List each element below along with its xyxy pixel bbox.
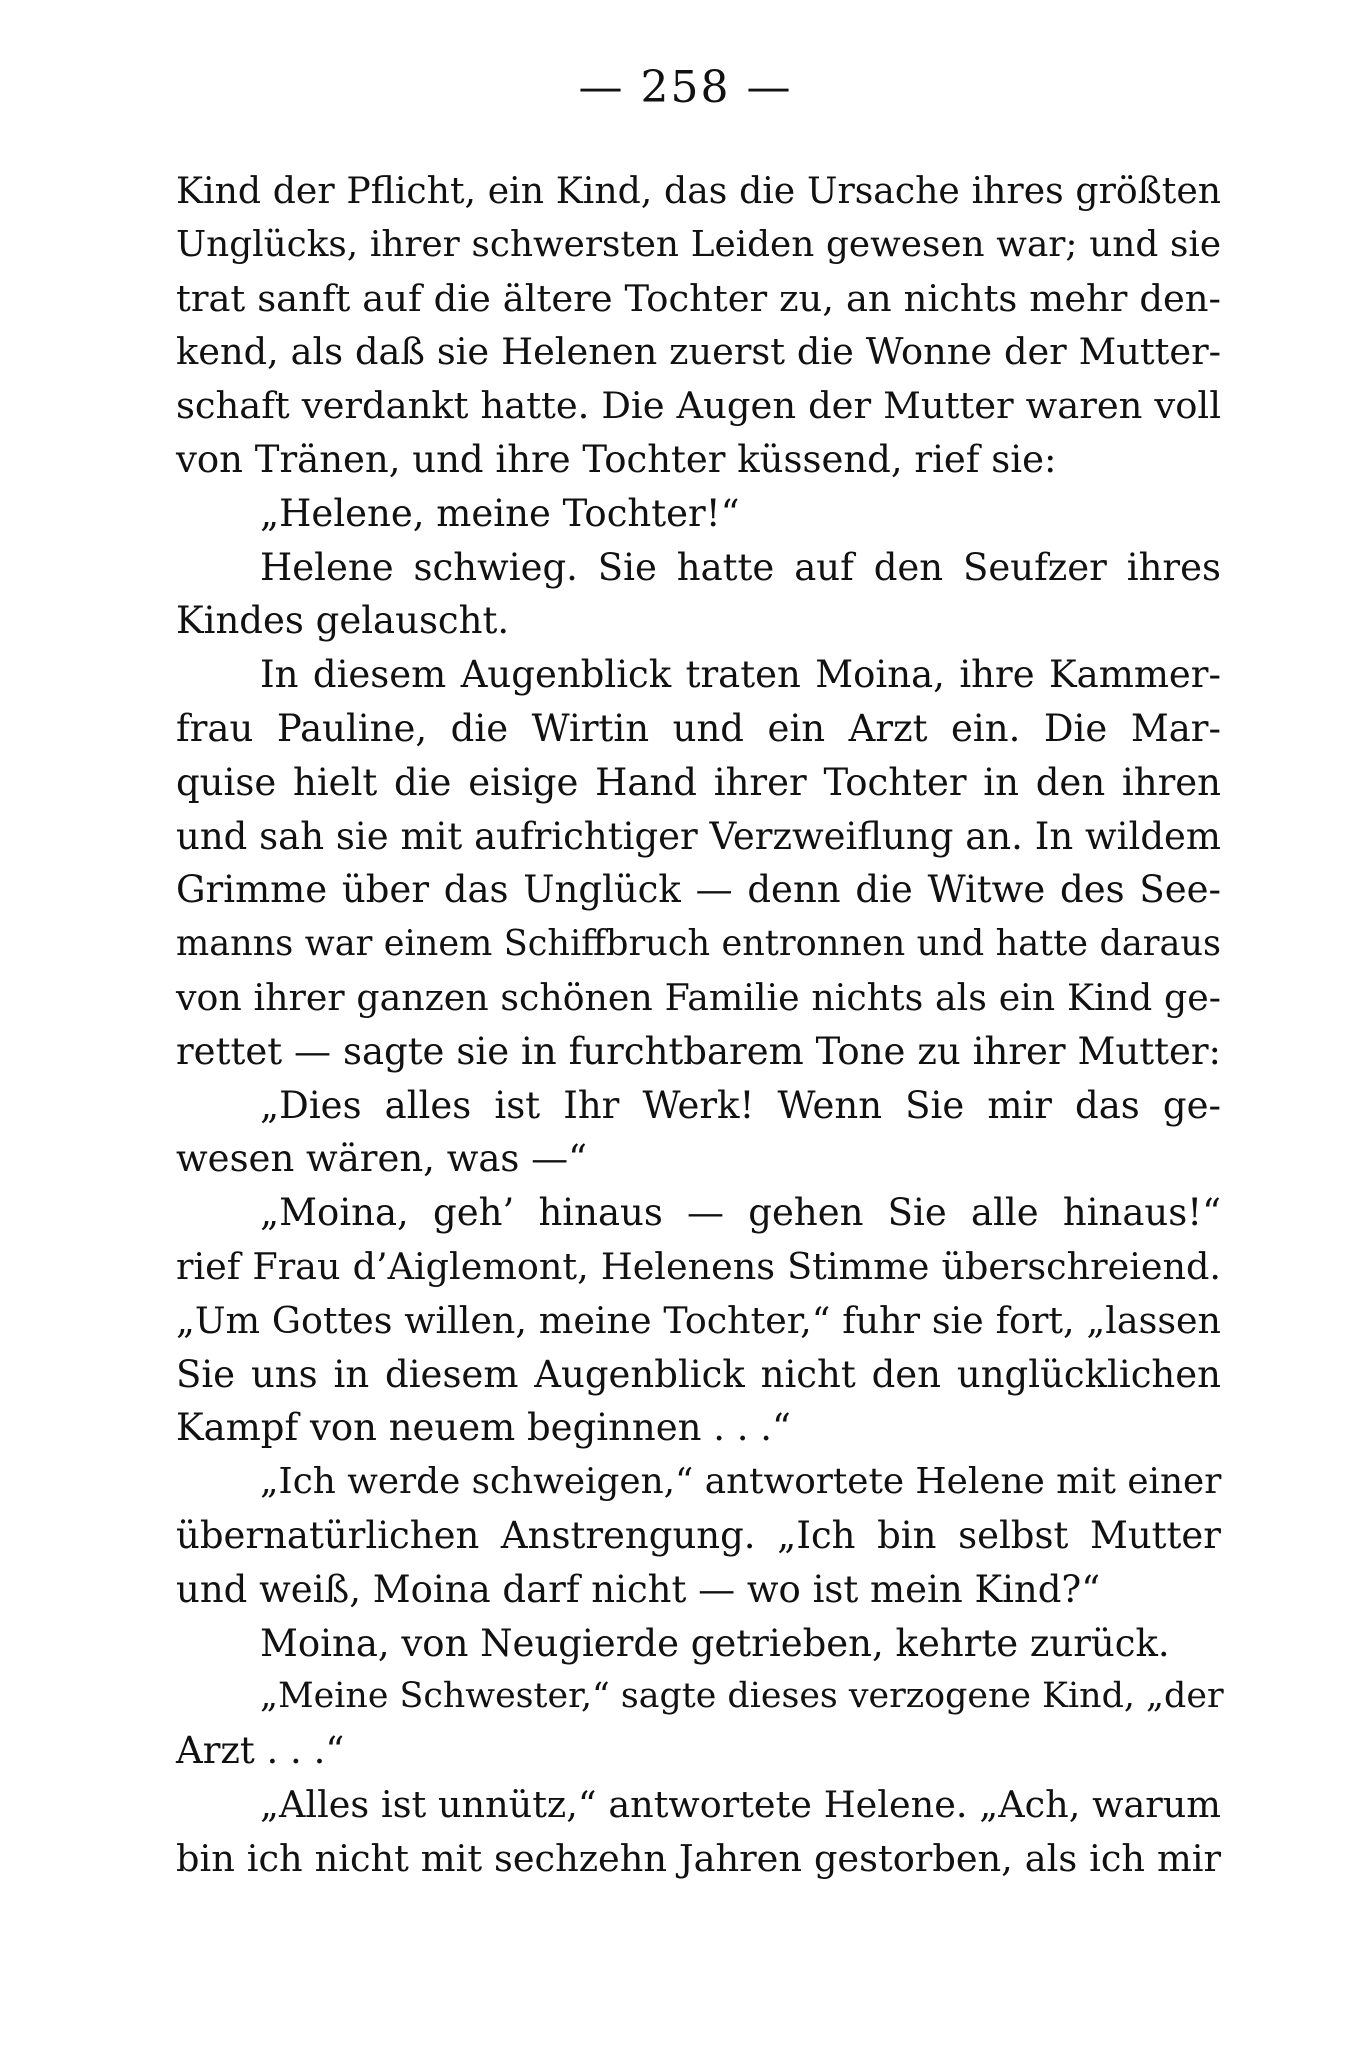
text-line: manns war einem Schiffbruch entronnen und hatte daraus: [176, 923, 1221, 965]
text-line: In diesem Augenblick traten Moina, ihre Kammer-: [260, 653, 1221, 697]
text-line: „Alles ist unnütz,“ antwortete Helene. „Ach, warum: [260, 1782, 1221, 1826]
text-line: „Um Gottes willen, meine Tochter,“ fuhr sie fort, „lassen: [176, 1298, 1221, 1342]
text-line: quise hielt die eisige Hand ihrer Tochter in den ihren: [176, 760, 1221, 804]
text-line: von ihrer ganzen schönen Familie nichts als ein Kind ge-: [176, 975, 1221, 1019]
text-line: „Meine Schwester,“ sagte dieses verzogene Kind, „der: [260, 1676, 1224, 1717]
text-line: Unglücks, ihrer schwersten Leiden gewesen war; und sie: [176, 223, 1221, 265]
text-line: kend, als daß sie Helenen zuerst die Wonne der Mutter-: [176, 330, 1221, 374]
text-line: wesen wären, was —“: [176, 1137, 588, 1181]
text-line: Helene schwieg. Sie hatte auf den Seufzer ihres: [260, 545, 1221, 589]
text-line: Grimme über das Unglück — denn die Witwe des See-: [176, 868, 1221, 912]
text-line: Kampf von neuem beginnen . . .“: [176, 1406, 791, 1450]
text-line: schaft verdankt hatte. Die Augen der Mutter waren voll: [176, 384, 1221, 428]
text-line: Moina, von Neugierde getrieben, kehrte zurück.: [260, 1621, 1170, 1665]
page-number: — 258 —: [578, 62, 793, 113]
text-line: Kindes gelauscht.: [176, 599, 510, 643]
text-line: und sah sie mit aufrichtiger Verzweiflung an. In wildem: [176, 814, 1221, 858]
text-line: trat sanft auf die ältere Tochter zu, an nichts mehr den-: [176, 276, 1221, 320]
text-line: frau Pauline, die Wirtin und ein Arzt ein. Die Mar-: [176, 706, 1221, 750]
text-line: „Dies alles ist Ihr Werk! Wenn Sie mir das ge-: [260, 1083, 1221, 1127]
text-line: Arzt . . .“: [176, 1729, 345, 1773]
text-line: „Helene, meine Tochter!“: [260, 491, 740, 535]
text-line: Kind der Pflicht, ein Kind, das die Ursache ihres größten: [176, 169, 1221, 212]
text-line: und weiß, Moina darf nicht — wo ist mein Kind?“: [176, 1567, 1101, 1611]
text-line: übernatürlichen Anstrengung. „Ich bin selbst Mutter: [176, 1513, 1221, 1557]
text-line: „Ich werde schweigen,“ antwortete Helene mit einer: [260, 1461, 1222, 1503]
text-line: bin ich nicht mit sechzehn Jahren gestorben, als ich mir: [176, 1836, 1221, 1880]
text-line: von Tränen, und ihre Tochter küssend, rief sie:: [176, 437, 1057, 481]
text-line: Sie uns in diesem Augenblick nicht den unglücklichen: [176, 1352, 1221, 1396]
body-text: [176, 164, 1224, 1886]
text-line: „Moina, geh’ hinaus — gehen Sie alle hinaus!“: [260, 1191, 1221, 1235]
text-line: rief Frau d’Aiglemont, Helenens Stimme überschreiend.: [176, 1244, 1221, 1288]
text-line: rettet — sagte sie in furchtbarem Tone zu ihrer Mutter:: [176, 1029, 1221, 1073]
